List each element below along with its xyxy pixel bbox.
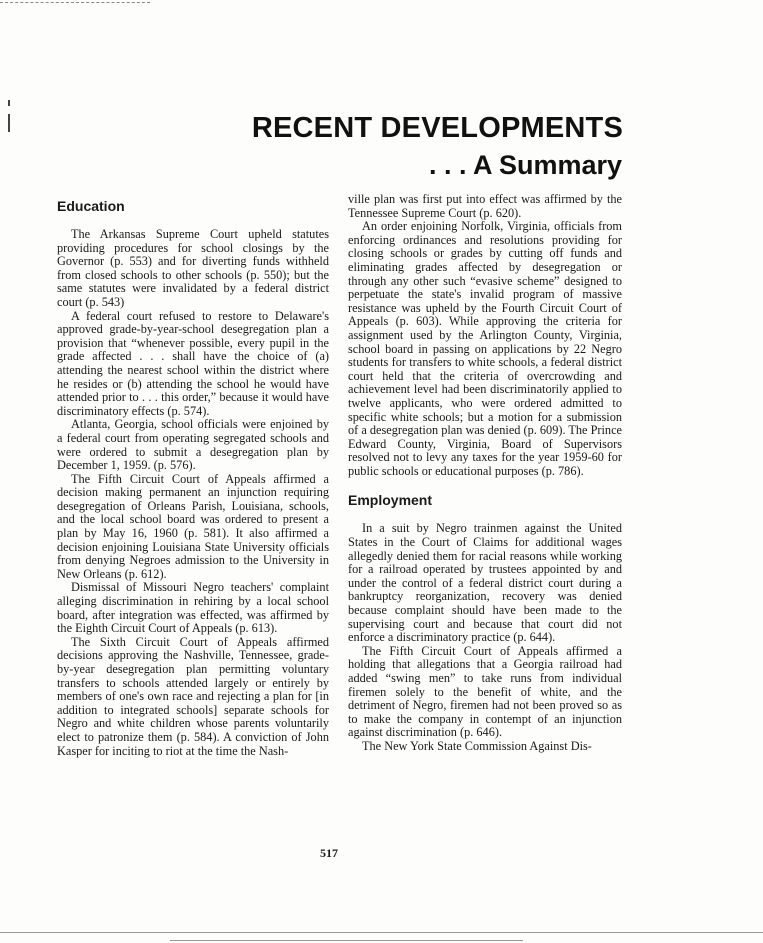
page-number: 517: [320, 846, 338, 860]
paragraph-continuation: ville plan was first put into effect was affirmed by the Tennessee Supreme Court (p. 620).: [348, 192, 622, 220]
bottom-rule: [170, 940, 523, 941]
paragraph: An order enjoining Norfolk, Virginia, officials from enforcing ordinances and resolutions providing for closing schools or grades by cutting off funds and eliminating grades affected by desegregation or through any other such “evasive scheme” designed to perpetuate the state's invalid program of massive resistance was upheld by the Fourth Circuit Court of Appeals (p. 603). While approving the criteria for assignment used by the Arlington County, Virginia, school board in passing on applications by 22 Negro students for transfers to white schools, a federal district court held that the criteria of overcrowding and achievement level had been discriminatorily applied to twelve applicants, who were ordered admitted to specific white schools; but a motion for a submission of a desegregation plan was denied (p. 609). The Prince Edward County, Virginia, Board of Supervisors resolved not to levy any taxes for the year 1959-60 for public schools or educational purposes (p. 786).: [348, 219, 622, 478]
bottom-rule: [0, 932, 763, 933]
paragraph: The Arkansas Supreme Court upheld statutes providing procedures for school closings by the Governor (p. 553) and for diverting funds withheld from closed schools to other schools (p. 550); but the same statutes were invalidated by a federal district court (p. 543): [57, 227, 329, 309]
left-column: [57, 192, 329, 758]
paragraph: The New York State Commission Against Dis-: [362, 738, 592, 753]
right-column: [348, 193, 622, 754]
section-heading-education: Education: [57, 198, 125, 214]
paragraph: A federal court refused to restore to Delaware's approved grade-by-year-school desegregation plan a provision that “whenever possible, every pupil in the grade affected . . . shall have the choice of (a) attending the nearest school within the district where he resides or (b) attending the school he would have attended prior to . . . this order,” because it would have discriminatory effects (p. 574).: [57, 308, 329, 418]
page-subtitle: . . . A Summary: [428, 150, 622, 180]
top-dashed-rule: [0, 2, 150, 3]
paragraph: The Fifth Circuit Court of Appeals affirmed a decision making permanent an injunction requiring desegregation of Orleans Parish, Louisiana, schools, and the local school board was ordered to present a plan by May 16, 1960 (p. 581). It also affirmed a decision enjoining Louisiana State University officials from denying Negroes admission to the University in New Orleans (p. 612).: [57, 471, 329, 581]
page-title: RECENT DEVELOPMENTS: [251, 112, 623, 144]
paragraph: Atlanta, Georgia, school officials were enjoined by a federal court from operating segregated schools and were ordered to submit a desegregation plan by December 1, 1959. (p. 576).: [57, 417, 329, 473]
paragraph: The Sixth Circuit Court of Appeals affirmed decisions approving the Nashville, Tennessee, grade-by-year desegregation plan permitting voluntary transfers to schools attended largely or entirely by members of one's own race and rejecting a plan for [in addition to integrated schools] separate schools for Negro and white children whose parents voluntarily elect to patronize them (p. 584). A conviction of John Kasper for inciting to riot at the time the Nash-: [57, 634, 329, 758]
paragraph: In a suit by Negro trainmen against the United States in the Court of Claims for additional wages allegedly denied them for racial reasons while working for a railroad operated by trustees appointed by and under the control of a federal district court during a bankruptcy reorganization, recovery was denied because complaint should have been made to the supervising court and because that court did not enforce a discriminatory practice (p. 644).: [348, 521, 622, 645]
margin-mark: [8, 114, 10, 132]
section-heading-employment: Employment: [348, 492, 433, 509]
paragraph: Dismissal of Missouri Negro teachers' complaint alleging discrimination in rehiring by a local school board, after integration was effected, was affirmed by the Eighth Circuit Court of Appeals (p. 613).: [57, 580, 329, 636]
paragraph: The Fifth Circuit Court of Appeals affirmed a holding that allegations that a Georgia railroad had added “swing men” to take runs from individual firemen solely to the benefit of white, and the detriment of Negro, firemen had not been proved so as to make the company in contempt of an injunction against discrimination (p. 646).: [348, 643, 622, 740]
margin-mark: [8, 100, 10, 106]
